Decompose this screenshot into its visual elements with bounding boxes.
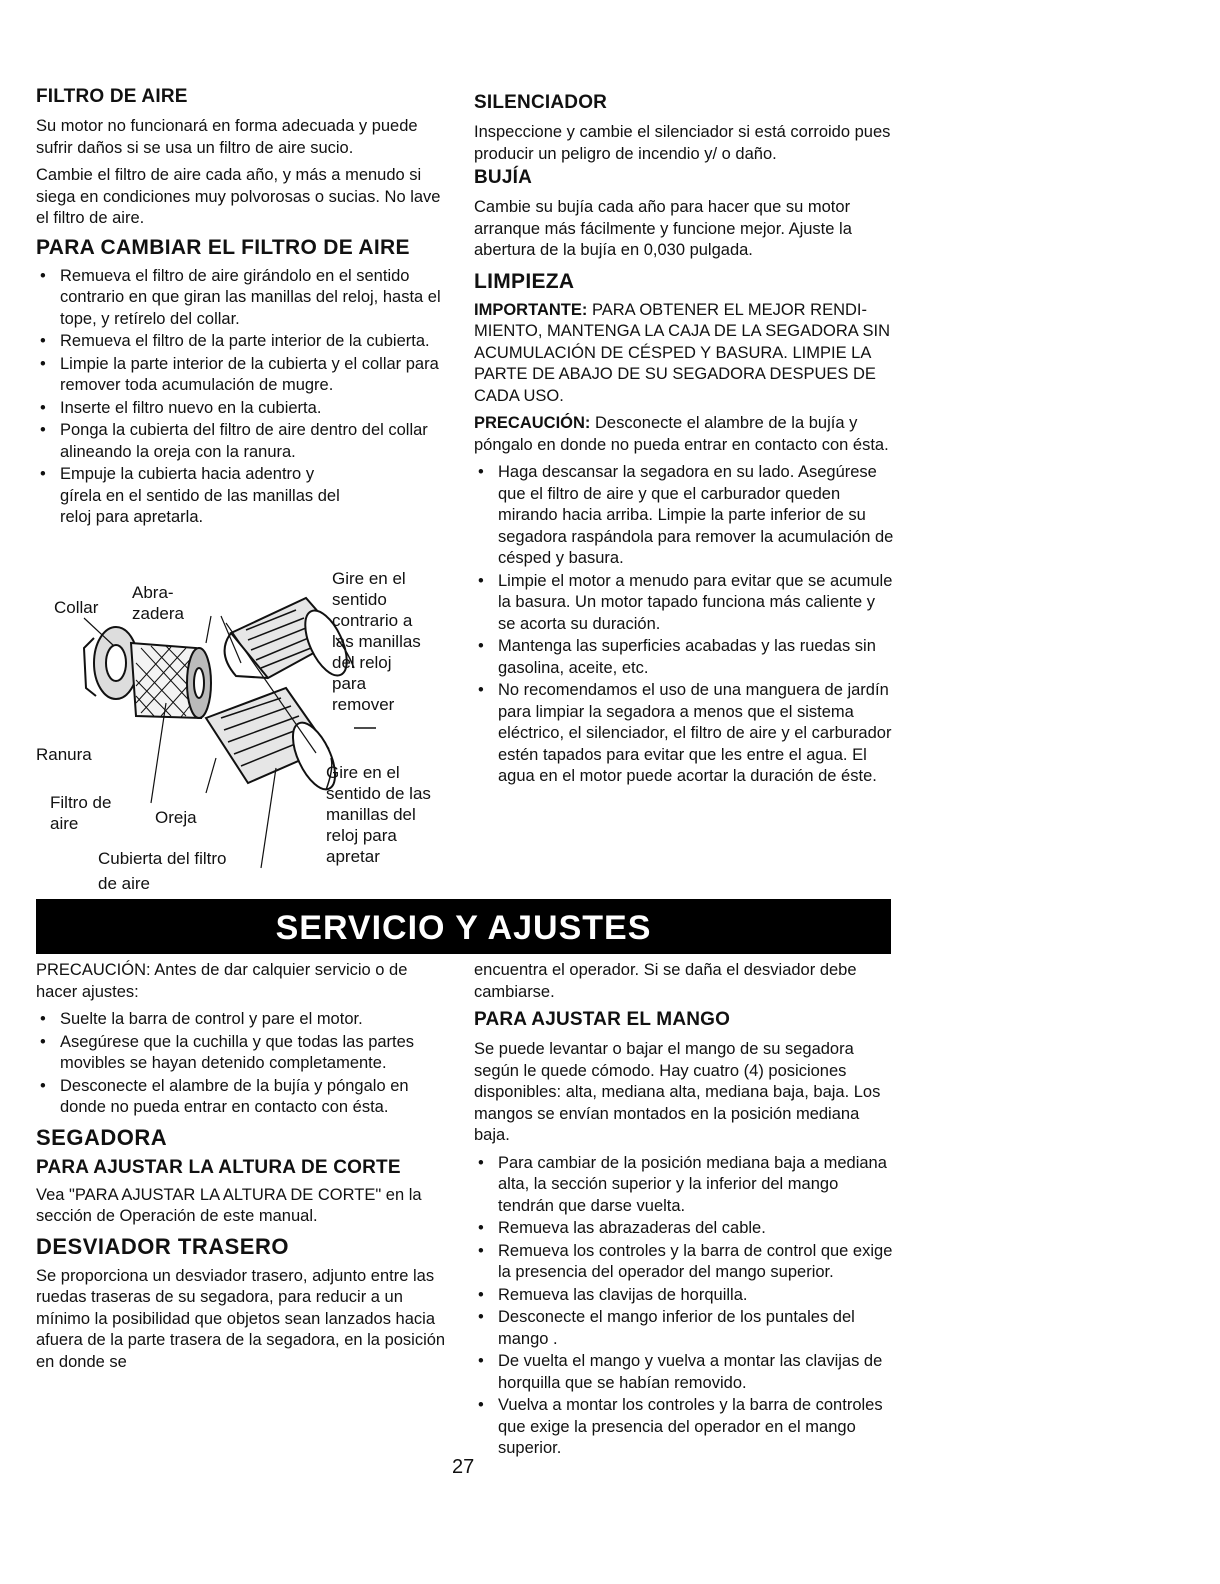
cleaning-heading: LIMPIEZA <box>474 269 575 293</box>
service-section-left <box>36 960 451 1379</box>
list-item: • Desconecte el mango inferior de los puntales del mango . <box>474 1307 894 1350</box>
list-item: • Ponga la cubierta del filtro de aire dentro del collar alineando la oreja con la ranura. <box>36 420 441 463</box>
rotate-remove-label <box>332 568 421 715</box>
air-filter-section <box>36 86 441 533</box>
mower-heading: SEGADORA <box>36 1124 168 1150</box>
tab-label: Oreja <box>155 808 197 827</box>
important-note <box>474 300 894 408</box>
cutting-height-heading: PARA AJUSTAR LA ALTURA DE CORTE <box>36 1156 401 1178</box>
rear-deflector-paragraph: Se proporciona un desviador trasero, adjunto entre las ruedas traseras de su segadora, para reducir a un mínimo la posibilidad que objetos sean lanzados hacia afuera de la parte trasera de la segadora, en la posición en donde se <box>36 1266 446 1371</box>
diagram-label-line: sentido de las <box>326 784 431 803</box>
list-item: • Remueva el filtro de aire girándolo en el sentido contrario en que giran las manillas del reloj, hasta el tope, y retírelo del collar. <box>36 266 441 331</box>
list-item: • Inserte el filtro nuevo en la cubierta. <box>36 398 441 420</box>
diagram-label-line: manillas del <box>326 805 416 824</box>
collar-label: Collar <box>54 598 99 617</box>
list-item: • Para cambiar de la posición mediana baja a mediana alta, la sección superior y la inferior del mango tendrán que darse vuelta. <box>474 1153 894 1218</box>
list-item: • Desconecte el alambre de la bujía y póngalo en donde no pueda entrar en contacto con ésta. <box>36 1076 451 1119</box>
service-section-right <box>474 960 894 1464</box>
muffler-paragraph: Inspeccione y cambie el silenciador si está corroido pues producir un peligro de incendio y/ o daño. <box>474 123 891 163</box>
diagram-label-line: apretar <box>326 847 380 866</box>
list-item: • No recomendamos el uso de una manguera de jardín para limpiar la segadora a menos que el sistema eléctrico, el silenciador, el filtro de aire y el carburador estén tapados para evitar que les entre el agua. El agua en el motor puede acortar la duración de éste. <box>474 680 894 788</box>
service-caution-paragraph: PRECAUCIÓN: Antes de dar calquier servicio o de hacer ajustes: <box>36 961 408 1001</box>
important-label: IMPORTANTE: <box>474 300 588 319</box>
spark-plug-heading: BUJÍA <box>474 167 533 188</box>
caution-note <box>474 413 894 456</box>
list-item: • Suelte la barra de control y pare el motor. <box>36 1009 451 1031</box>
diagram-label-line: reloj para <box>326 826 397 845</box>
list-item: • Empuje la cubierta hacia adentro y gírela en el sentido de las manillas del reloj para apretarla. <box>36 464 345 529</box>
deflector-continued-paragraph: encuentra el operador. Si se daña el desviador debe cambiarse. <box>474 961 857 1001</box>
rotate-tighten-label <box>326 762 431 867</box>
adjust-handle-heading: PARA AJUSTAR EL MANGO <box>474 1009 731 1030</box>
air-filter-paragraph-2: Cambie el filtro de aire cada año, y más a menudo si siega en condiciones muy polvorosas o sucias. No lave el filtro de aire. <box>36 166 441 227</box>
list-item: • Limpie la parte interior de la cubierta y el collar para remover toda acumulación de mugre. <box>36 354 441 397</box>
page-number: 27 <box>452 1456 475 1478</box>
service-adjustments-banner: SERVICIO Y AJUSTES <box>36 899 891 954</box>
air-filter-diagram <box>36 568 466 898</box>
list-item: • Limpie el motor a menudo para evitar que se acumule la basura. Un motor tapado funciona más caliente y se acorta su duración. <box>474 571 894 636</box>
diagram-label-line: contrario a <box>332 611 413 630</box>
diagram-label-line: remover <box>332 695 395 714</box>
muffler-heading: SILENCIADOR <box>474 92 608 113</box>
change-air-filter-list <box>36 266 441 529</box>
rear-deflector-heading: DESVIADOR TRASERO <box>36 1233 289 1259</box>
list-item: • Vuelva a montar los controles y la barra de controles que exige la presencia del operador en el mango superior. <box>474 1395 894 1460</box>
service-caution-list <box>36 1009 451 1119</box>
list-item: • Remueva el filtro de la parte interior de la cubierta. <box>36 331 441 353</box>
adjust-handle-list <box>474 1153 894 1460</box>
adjust-handle-paragraph: Se puede levantar o bajar el mango de su segadora según le quede cómodo. Hay cuatro (4) posiciones disponibles: alta, mediana alta, mediana baja, baja. Los mangos se envían montados en la posición mediana baja. <box>474 1040 881 1144</box>
air-filter-paragraph-1: Su motor no funcionará en forma adecuada y puede sufrir daños si se usa un filtro de aire sucio. <box>36 117 418 157</box>
diagram-label-line: Gire en el <box>326 763 400 782</box>
diagram-label-line: las manillas <box>332 632 421 651</box>
diagram-label-line: Gire en el <box>332 569 406 588</box>
diagram-label-line: para <box>332 674 367 693</box>
cleaning-list <box>474 462 894 788</box>
maintenance-section <box>474 92 894 792</box>
list-item: • Remueva las abrazaderas del cable. <box>474 1218 894 1240</box>
filter-label-2: aire <box>50 814 79 833</box>
change-air-filter-heading: PARA CAMBIAR EL FILTRO DE AIRE <box>36 235 410 259</box>
list-item: • Remueva las clavijas de horquilla. <box>474 1285 894 1307</box>
air-filter-heading: FILTRO DE AIRE <box>36 86 188 107</box>
diagram-label-line: del reloj <box>332 653 392 672</box>
list-item: • Remueva los controles y la barra de control que exige la presencia del operador del mango superior. <box>474 1241 894 1284</box>
cover-label-1: Cubierta del filtro <box>98 849 227 868</box>
important-text: PARA OBTENER EL MEJOR RENDI-MIENTO, MANTENGA LA CAJA DE LA SEGADORA SIN ACUMULACIÓN DE CÉSPED Y BASURA. LIMPIE LA PARTE DE ABAJO DE SU SEGADORA DESPUES DE CADA USO. <box>474 300 890 405</box>
diagram-label-line: sentido <box>332 590 387 609</box>
cutting-height-paragraph: Vea "PARA AJUSTAR LA ALTURA DE CORTE" en la sección de Operación de este manual. <box>36 1185 422 1225</box>
list-item: • Haga descansar la segadora en su lado. Asegúrese que el filtro de aire y que el carburador queden mirando hacia arriba. Limpie la parte inferior de su segadora raspándola para remover la acumulación de césped y basura. <box>474 462 894 570</box>
slot-label: Ranura <box>36 745 92 764</box>
caution-text: Desconecte el alambre de la bujía y póngalo en donde no pueda entrar en contacto con ésta. <box>474 414 889 454</box>
cover-label-2: de aire <box>98 874 150 893</box>
list-item: • Mantenga las superficies acabadas y las ruedas sin gasolina, aceite, etc. <box>474 636 894 679</box>
clamp-label-2: zadera <box>132 604 184 623</box>
list-item: • Asegúrese que la cuchilla y que todas las partes movibles se hayan detenido completamente. <box>36 1032 451 1075</box>
list-item: • De vuelta el mango y vuelva a montar las clavijas de horquilla que se habían removido. <box>474 1351 894 1394</box>
clamp-label-1: Abra- <box>132 583 174 602</box>
filter-label-1: Filtro de <box>50 793 112 812</box>
spark-plug-paragraph: Cambie su bujía cada año para hacer que su motor arranque más fácilmente y funcione mejor. Ajuste la abertura de la bujía en 0,030 pulgada. <box>474 198 852 259</box>
caution-label: PRECAUCIÓN: <box>474 414 591 432</box>
